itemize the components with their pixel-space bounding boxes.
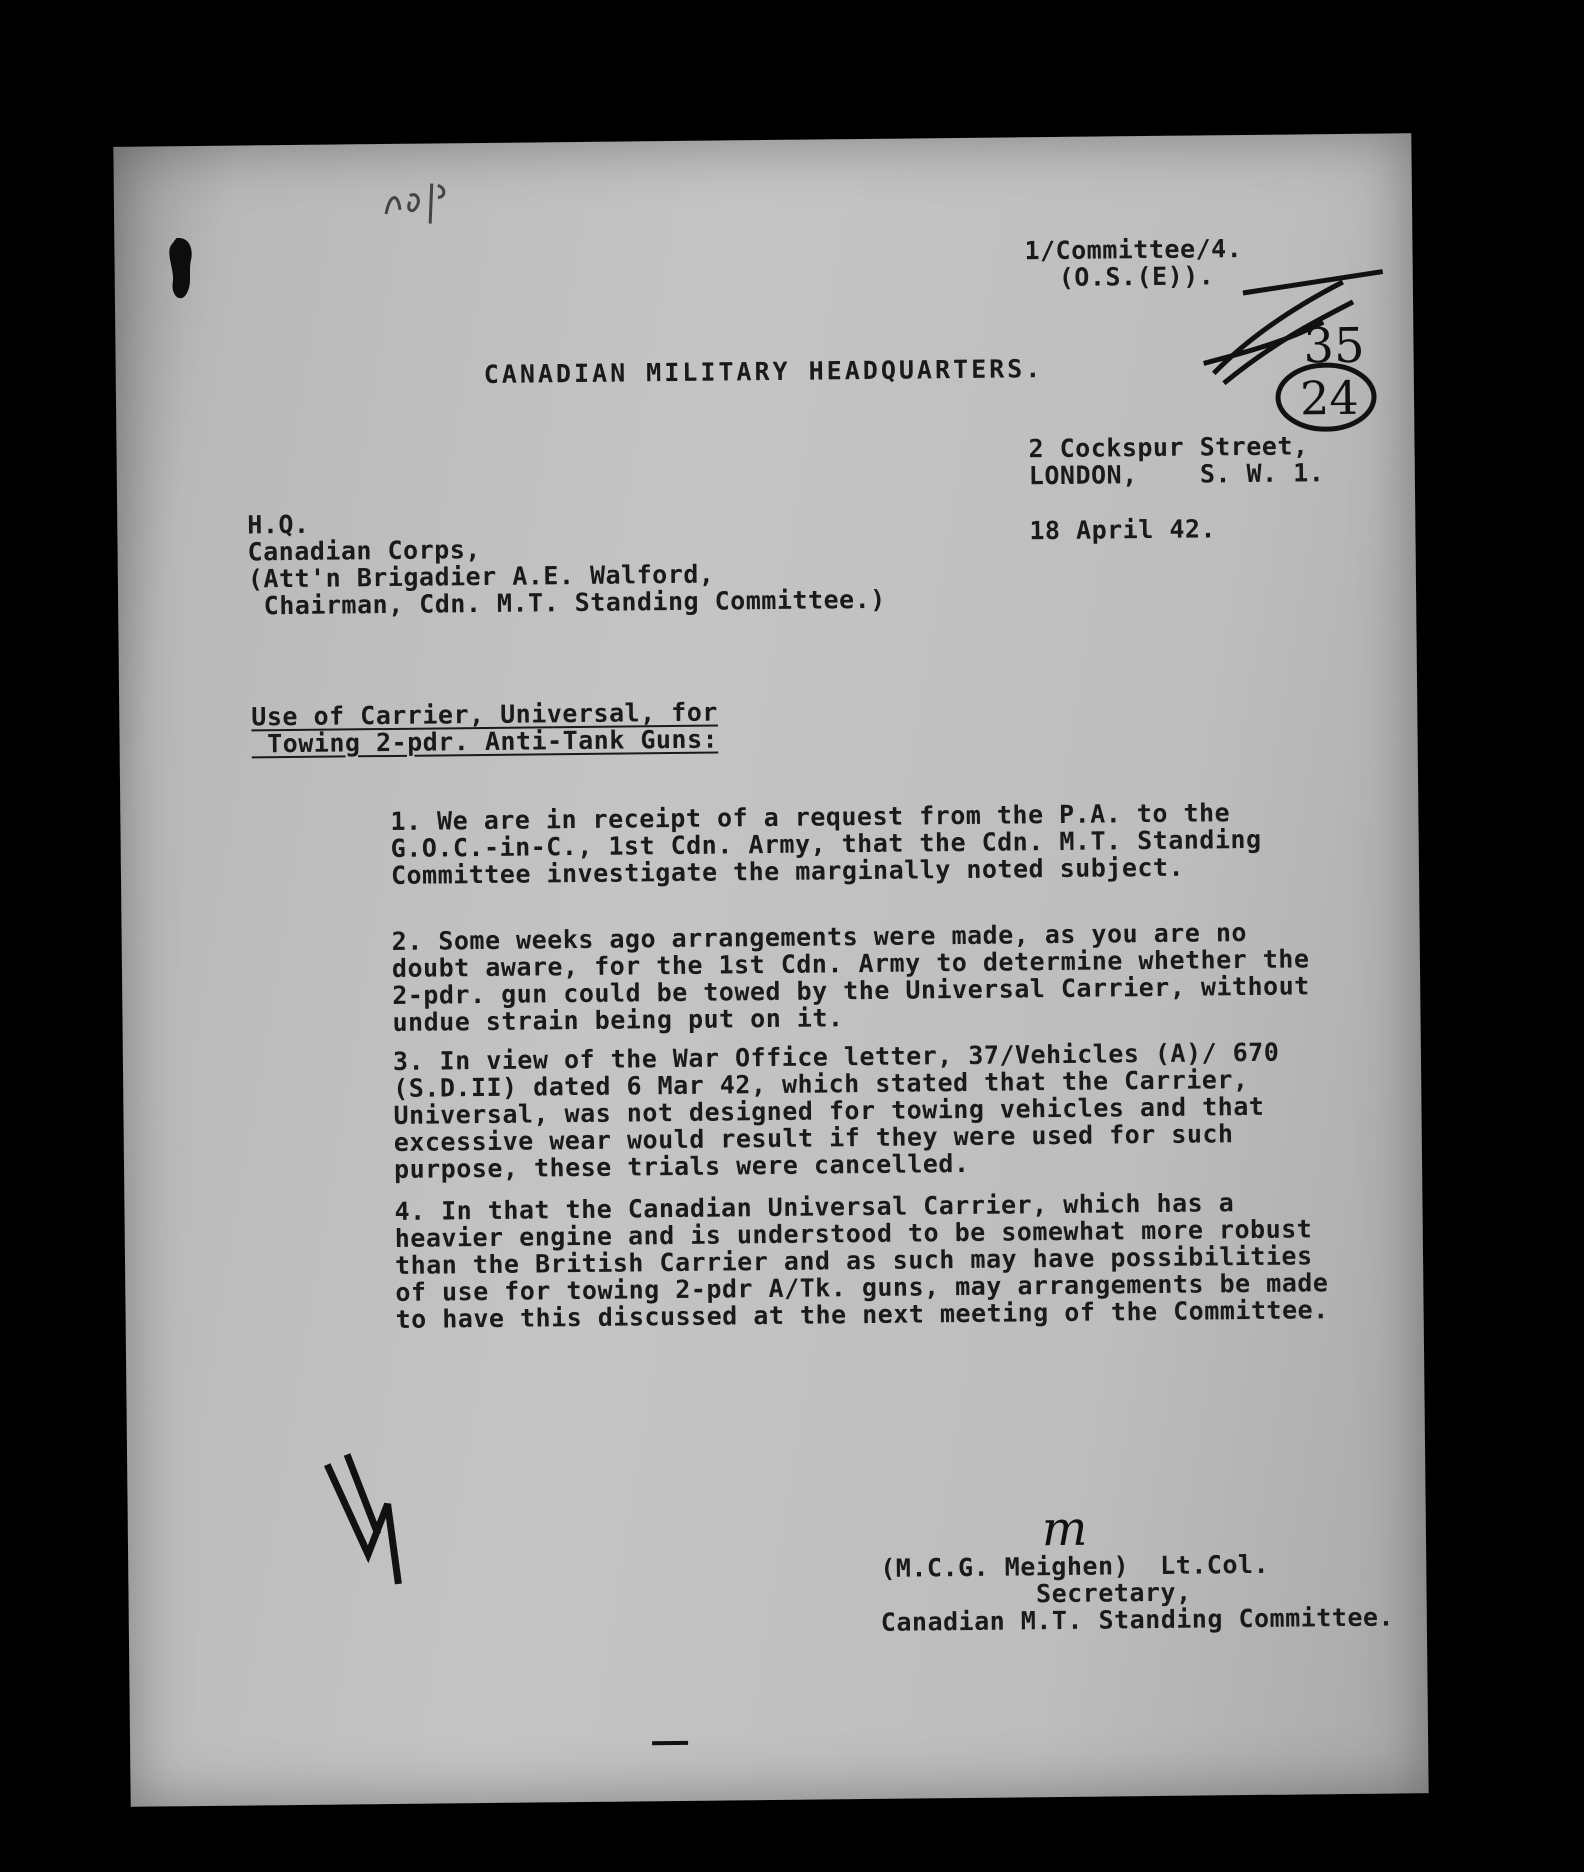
signature-line-1: (M.C.G. Meighen) Lt.Col. [880, 1549, 1270, 1583]
sender-address [1028, 432, 1324, 489]
addressee-line-2: Canadian Corps, [247, 535, 482, 567]
handwritten-number-35: 35 [1303, 317, 1365, 375]
addressee-line-3: (Att'n Brigadier A.E. Walford, [247, 559, 715, 594]
addressee-line-4: Chairman, Cdn. M.T. Standing Committee.) [248, 584, 886, 621]
file-reference-line-1: 1/Committee/4. [1024, 234, 1243, 266]
signature-line-2: Secretary, [880, 1577, 1192, 1610]
archive-stamp-mark [376, 173, 497, 238]
subject-heading [251, 699, 718, 758]
subject-line-2: Towing 2-pdr. Anti-Tank Guns: [251, 724, 719, 759]
handwritten-number-24: 24 [1299, 370, 1359, 426]
signature-initial-text: m [1041, 1504, 1088, 1556]
file-reference-line-2: (O.S.(E)). [1058, 261, 1215, 292]
handwritten-tick-mark [317, 1444, 429, 1599]
signature-block [880, 1550, 1394, 1636]
paragraph-3: 3. In view of the War Office letter, 37/Vehicles (A)/ 670 (S.D.II) dated 6 Mar 42, which stated that the Carrier, Universal, was not designed for towing vehicles and that excessive wear would result if they were used for such purpose, these trials were cancelled. [392, 1037, 1280, 1184]
paragraph-4: 4. In that the Canadian Universal Carrier, which has a heavier engine and is understood to be somewhat more robust than the British Carrier and as such may have possibilities of use for towing 2-pdr A/Tk. guns, may arrangements be made to have this discussed at the next meeting of the Committee. [394, 1188, 1329, 1334]
paragraph-1: 1. We are in receipt of a request from the P.A. to the G.O.C.-in-C., 1st Cdn. Army, that the Cdn. M.T. Standing Committee investigate the marginally noted subject. [390, 798, 1262, 890]
letterhead-heading: CANADIAN MILITARY HEADQUARTERS. [483, 354, 1044, 389]
footer-dash-mark [652, 1741, 688, 1745]
document-page [113, 133, 1428, 1807]
ink-blot [162, 234, 203, 308]
address-line-2: LONDON, S. W. 1. [1028, 458, 1325, 491]
addressee-line-1: H.Q. [247, 509, 310, 540]
signature-line-3: Canadian M.T. Standing Committee. [880, 1602, 1395, 1637]
handwritten-annotations [1183, 251, 1395, 447]
addressee-block [247, 505, 886, 620]
address-line-1: 2 Cockspur Street, [1028, 431, 1309, 464]
letter-date: 18 April 42. [1029, 514, 1217, 546]
paragraph-2: 2. Some weeks ago arrangements were made, as you are no doubt aware, for the 1st Cdn. Army to determine whether the 2-pdr. gun could be towed by the Universal Carrier, without undue strain being put on it. [391, 918, 1310, 1037]
subject-line-1: Use of Carrier, Universal, for [251, 697, 718, 732]
